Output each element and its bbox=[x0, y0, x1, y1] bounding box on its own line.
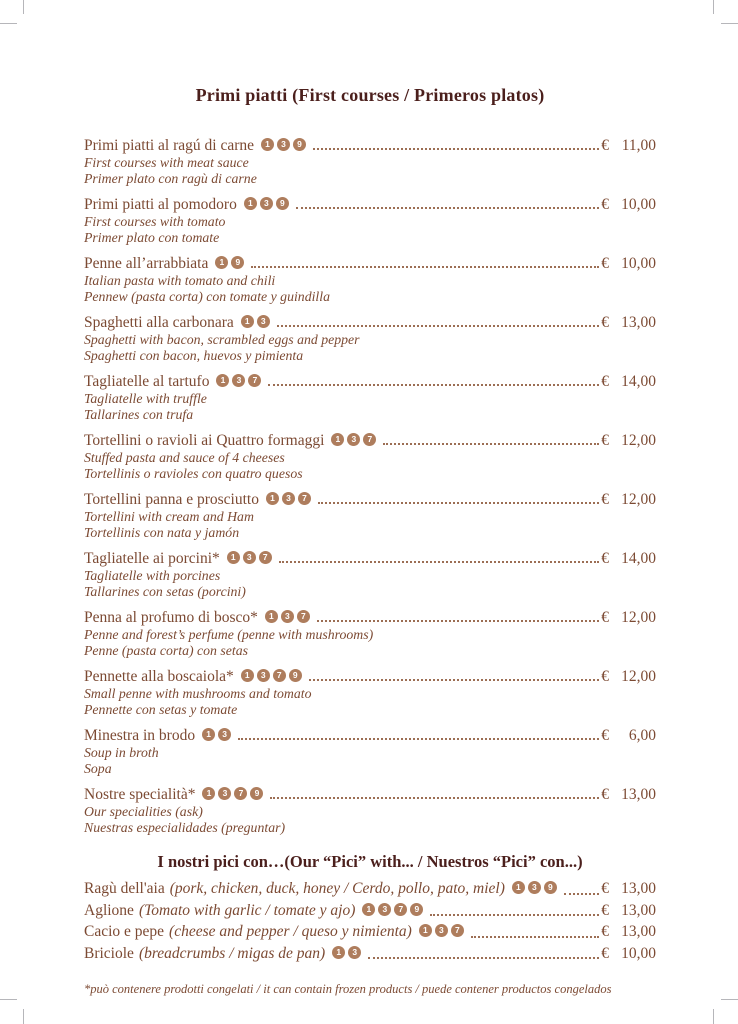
allergen-badge: 3 bbox=[347, 433, 360, 446]
item-price bbox=[601, 195, 656, 214]
allergen-badge: 1 bbox=[227, 551, 240, 564]
dotted-leader bbox=[317, 620, 599, 622]
item-translation-en: First courses with meat sauce bbox=[84, 155, 249, 170]
item-name: Tagliatelle al tartufo bbox=[84, 373, 210, 390]
menu-item-line bbox=[84, 490, 656, 509]
allergen-badge: 1 bbox=[261, 138, 274, 151]
allergen-badge: 3 bbox=[348, 946, 361, 959]
footnote: *può contenere prodotti congelati / it can contain frozen products / puede contener productos congelados bbox=[84, 982, 612, 996]
dotted-leader bbox=[383, 443, 599, 445]
allergen-badge: 9 bbox=[410, 903, 423, 916]
item-name: Tagliatelle ai porcini* bbox=[84, 550, 220, 567]
dotted-leader bbox=[268, 384, 599, 386]
menu-items bbox=[84, 136, 656, 836]
allergen-badge: 1 bbox=[332, 946, 345, 959]
price-amount: 14,00 bbox=[621, 550, 656, 567]
allergen-badge: 1 bbox=[216, 374, 229, 387]
allergen-badge: 1 bbox=[362, 903, 375, 916]
item-price bbox=[601, 785, 656, 804]
item-translation-en: Stuffed pasta and sauce of 4 cheeses bbox=[84, 450, 285, 465]
allergen-badge: 3 bbox=[257, 669, 270, 682]
allergen-badge: 9 bbox=[231, 256, 244, 269]
allergen-badge: 1 bbox=[241, 669, 254, 682]
allergen-badge: 7 bbox=[363, 433, 376, 446]
currency-symbol: € bbox=[601, 373, 609, 390]
price-amount: 13,00 bbox=[621, 901, 656, 919]
allergen-badge: 1 bbox=[265, 610, 278, 623]
dotted-leader bbox=[368, 957, 599, 959]
allergen-badge: 7 bbox=[394, 903, 407, 916]
pici-item bbox=[84, 878, 656, 900]
item-name: Pennette alla boscaiola* bbox=[84, 668, 234, 685]
allergen-badge: 3 bbox=[435, 924, 448, 937]
item-description: (breadcrumbs / migas de pan) bbox=[138, 944, 326, 962]
allergen-badge: 7 bbox=[297, 610, 310, 623]
menu-item bbox=[84, 785, 656, 836]
menu-item bbox=[84, 372, 656, 423]
menu-item bbox=[84, 136, 656, 187]
item-price bbox=[601, 549, 656, 568]
price-amount: 13,00 bbox=[621, 923, 656, 940]
item-badges bbox=[241, 669, 302, 682]
price-amount: 14,00 bbox=[621, 373, 656, 390]
item-badges bbox=[215, 256, 244, 269]
menu-item bbox=[84, 726, 656, 777]
menu-item bbox=[84, 490, 656, 541]
item-description: (cheese and pepper / queso y nimienta) bbox=[169, 923, 412, 940]
item-translation-es: Primer plato con tomate bbox=[84, 230, 220, 245]
item-badges bbox=[332, 946, 361, 959]
allergen-badge: 9 bbox=[276, 197, 289, 210]
item-name: Tortellini o ravioli ai Quattro formaggi bbox=[84, 432, 325, 449]
currency-symbol: € bbox=[601, 786, 609, 803]
item-name: Cacio e pepe bbox=[84, 923, 165, 940]
menu-item bbox=[84, 313, 656, 364]
currency-symbol: € bbox=[601, 668, 609, 685]
menu-item-line bbox=[84, 549, 656, 568]
item-translation-es: Spaghetti con bacon, huevos y pimienta bbox=[84, 348, 304, 363]
allergen-badge: 7 bbox=[273, 669, 286, 682]
dotted-leader bbox=[430, 914, 599, 916]
dotted-leader bbox=[277, 325, 599, 327]
allergen-badge: 7 bbox=[248, 374, 261, 387]
menu-item bbox=[84, 549, 656, 600]
item-price bbox=[601, 136, 656, 155]
item-translation-es: Tallarines con trufa bbox=[84, 407, 194, 422]
item-translation-es: Tortellinis con nata y jamón bbox=[84, 525, 240, 540]
price-amount: 13,00 bbox=[621, 880, 656, 897]
item-name: Primi piatti al ragú di carne bbox=[84, 137, 255, 154]
pici-item bbox=[84, 943, 656, 965]
item-translation-es: Sopa bbox=[84, 761, 112, 776]
menu-item-line bbox=[84, 608, 656, 627]
currency-symbol: € bbox=[601, 550, 609, 567]
item-translation-en: Our specialities (ask) bbox=[84, 804, 203, 819]
dotted-leader bbox=[318, 502, 599, 504]
price-amount: 12,00 bbox=[621, 609, 656, 626]
item-translation-en: Penne and forest’s perfume (penne with mushrooms) bbox=[84, 627, 374, 642]
price-amount: 12,00 bbox=[621, 491, 656, 508]
menu-item-line bbox=[84, 431, 656, 450]
currency-symbol: € bbox=[601, 432, 609, 449]
allergen-badge: 3 bbox=[257, 315, 270, 328]
item-name: Spaghetti alla carbonara bbox=[84, 314, 234, 331]
item-translation-en: Tortellini with cream and Ham bbox=[84, 509, 254, 524]
item-translation-es: Nuestras especialidades (preguntar) bbox=[84, 820, 286, 835]
item-translation-es: Penne (pasta corta) con setas bbox=[84, 643, 248, 658]
allergen-badge: 3 bbox=[260, 197, 273, 210]
item-name: Penne all’arrabbiata bbox=[84, 255, 209, 272]
item-name: Aglione bbox=[84, 901, 134, 919]
item-price bbox=[601, 254, 656, 273]
item-translation-en: Italian pasta with tomato and chili bbox=[84, 273, 276, 288]
dotted-leader bbox=[471, 936, 599, 938]
item-badges bbox=[419, 924, 464, 937]
item-name: Ragù dell'aia bbox=[84, 880, 165, 897]
allergen-badge: 7 bbox=[234, 787, 247, 800]
currency-symbol: € bbox=[601, 880, 609, 897]
price-amount: 12,00 bbox=[621, 432, 656, 449]
currency-symbol: € bbox=[601, 944, 609, 962]
item-price bbox=[601, 900, 656, 922]
crop-mark bbox=[0, 999, 17, 1000]
allergen-badge: 3 bbox=[282, 492, 295, 505]
currency-symbol: € bbox=[601, 196, 609, 213]
allergen-badge: 1 bbox=[202, 728, 215, 741]
item-price bbox=[601, 431, 656, 450]
menu-item-line bbox=[84, 785, 656, 804]
allergen-badge: 1 bbox=[419, 924, 432, 937]
allergen-badge: 1 bbox=[244, 197, 257, 210]
item-translation-es: Tortellinis o ravioles con quatro quesos bbox=[84, 466, 303, 481]
price-amount: 12,00 bbox=[621, 668, 656, 685]
crop-mark bbox=[713, 1009, 714, 1024]
item-price bbox=[601, 921, 656, 943]
menu-item bbox=[84, 667, 656, 718]
item-name: Tortellini panna e prosciutto bbox=[84, 491, 259, 508]
crop-mark bbox=[713, 0, 714, 14]
allergen-badge: 3 bbox=[528, 881, 541, 894]
item-price bbox=[601, 667, 656, 686]
allergen-badge: 9 bbox=[289, 669, 302, 682]
allergen-badge: 3 bbox=[281, 610, 294, 623]
item-translation-es: Pennette con setas y tomate bbox=[84, 702, 238, 717]
item-translation-en: Tagliatelle with truffle bbox=[84, 391, 207, 406]
dotted-leader bbox=[270, 797, 599, 799]
menu-item-line bbox=[84, 726, 656, 745]
allergen-badge: 9 bbox=[544, 881, 557, 894]
item-description: (pork, chicken, duck, honey / Cerdo, pollo, pato, miel) bbox=[169, 880, 505, 897]
allergen-badge: 7 bbox=[298, 492, 311, 505]
item-name: Briciole bbox=[84, 944, 134, 962]
menu-item-line bbox=[84, 254, 656, 273]
currency-symbol: € bbox=[601, 314, 609, 331]
price-amount: 13,00 bbox=[621, 786, 656, 803]
dotted-leader bbox=[564, 893, 599, 895]
currency-symbol: € bbox=[601, 901, 609, 919]
item-price bbox=[601, 943, 656, 965]
price-amount: 11,00 bbox=[621, 137, 656, 154]
dotted-leader bbox=[238, 738, 599, 740]
pici-item bbox=[84, 921, 656, 943]
allergen-badge: 1 bbox=[241, 315, 254, 328]
crop-mark bbox=[23, 0, 24, 14]
allergen-badge: 1 bbox=[512, 881, 525, 894]
allergen-badge: 3 bbox=[218, 787, 231, 800]
item-price bbox=[601, 878, 656, 900]
item-name: Penna al profumo di bosco* bbox=[84, 609, 258, 626]
allergen-badge: 9 bbox=[293, 138, 306, 151]
item-translation-es: Tallarines con setas (porcini) bbox=[84, 584, 246, 599]
allergen-badge: 1 bbox=[266, 492, 279, 505]
menu-item bbox=[84, 608, 656, 659]
item-badges bbox=[331, 433, 376, 446]
item-price bbox=[601, 490, 656, 509]
item-price bbox=[601, 313, 656, 332]
item-translation-en: Tagliatelle with porcines bbox=[84, 568, 221, 583]
item-badges bbox=[512, 881, 557, 894]
item-badges bbox=[244, 197, 289, 210]
menu-item bbox=[84, 431, 656, 482]
allergen-badge: 3 bbox=[232, 374, 245, 387]
allergen-badge: 7 bbox=[259, 551, 272, 564]
price-amount: 10,00 bbox=[621, 196, 656, 213]
menu-item-line bbox=[84, 195, 656, 214]
item-name: Minestra in brodo bbox=[84, 727, 196, 744]
item-price bbox=[601, 726, 656, 745]
item-price bbox=[601, 372, 656, 391]
currency-symbol: € bbox=[601, 491, 609, 508]
menu-item-line bbox=[84, 667, 656, 686]
price-amount: 10,00 bbox=[621, 255, 656, 272]
crop-mark bbox=[721, 999, 738, 1000]
item-translation-en: Small penne with mushrooms and tomato bbox=[84, 686, 312, 701]
crop-mark bbox=[23, 1009, 24, 1024]
item-badges bbox=[202, 728, 231, 741]
dotted-leader bbox=[251, 266, 599, 268]
item-name: Nostre specialità* bbox=[84, 786, 196, 803]
menu-item-line bbox=[84, 313, 656, 332]
crop-mark bbox=[0, 23, 17, 24]
item-badges bbox=[261, 138, 306, 151]
pici-item bbox=[84, 900, 656, 922]
allergen-badge: 1 bbox=[215, 256, 228, 269]
menu-item-line bbox=[84, 372, 656, 391]
item-name: Primi piatti al pomodoro bbox=[84, 196, 237, 213]
item-price bbox=[601, 608, 656, 627]
item-description: (Tomato with garlic / tomate y ajo) bbox=[138, 901, 356, 919]
section-title: Primi piatti (First courses / Primeros platos) bbox=[195, 85, 545, 105]
currency-symbol: € bbox=[601, 255, 609, 272]
crop-mark bbox=[721, 23, 738, 24]
menu-item-line bbox=[84, 136, 656, 155]
allergen-badge: 1 bbox=[331, 433, 344, 446]
menu-item bbox=[84, 195, 656, 246]
allergen-badge: 1 bbox=[202, 787, 215, 800]
dotted-leader bbox=[279, 561, 599, 563]
currency-symbol: € bbox=[601, 137, 609, 154]
dotted-leader bbox=[313, 148, 599, 150]
allergen-badge: 3 bbox=[243, 551, 256, 564]
dotted-leader bbox=[296, 207, 599, 209]
item-translation-en: Soup in broth bbox=[84, 745, 159, 760]
currency-symbol: € bbox=[601, 727, 609, 744]
item-translation-en: First courses with tomato bbox=[84, 214, 226, 229]
item-badges bbox=[241, 315, 270, 328]
item-translation-es: Primer plato con ragù di carne bbox=[84, 171, 257, 186]
currency-symbol: € bbox=[601, 923, 609, 940]
price-amount: 10,00 bbox=[621, 944, 656, 962]
allergen-badge: 3 bbox=[277, 138, 290, 151]
item-translation-en: Spaghetti with bacon, scrambled eggs and pepper bbox=[84, 332, 360, 347]
item-badges bbox=[227, 551, 272, 564]
allergen-badge: 9 bbox=[250, 787, 263, 800]
item-badges bbox=[216, 374, 261, 387]
pici-items bbox=[84, 878, 656, 964]
allergen-badge: 3 bbox=[378, 903, 391, 916]
allergen-badge: 3 bbox=[218, 728, 231, 741]
allergen-badge: 7 bbox=[451, 924, 464, 937]
item-badges bbox=[266, 492, 311, 505]
item-translation-es: Pennew (pasta corta) con tomate y guindilla bbox=[84, 289, 330, 304]
price-amount: 6,00 bbox=[628, 727, 656, 744]
pici-section-heading: I nostri pici con…(Our “Pici” with... / Nuestros “Pici” con...) bbox=[157, 852, 583, 871]
item-badges bbox=[362, 903, 423, 916]
menu-item bbox=[84, 254, 656, 305]
item-badges bbox=[202, 787, 263, 800]
menu-content bbox=[84, 84, 656, 997]
item-badges bbox=[265, 610, 310, 623]
currency-symbol: € bbox=[601, 609, 609, 626]
dotted-leader bbox=[309, 679, 599, 681]
price-amount: 13,00 bbox=[621, 314, 656, 331]
